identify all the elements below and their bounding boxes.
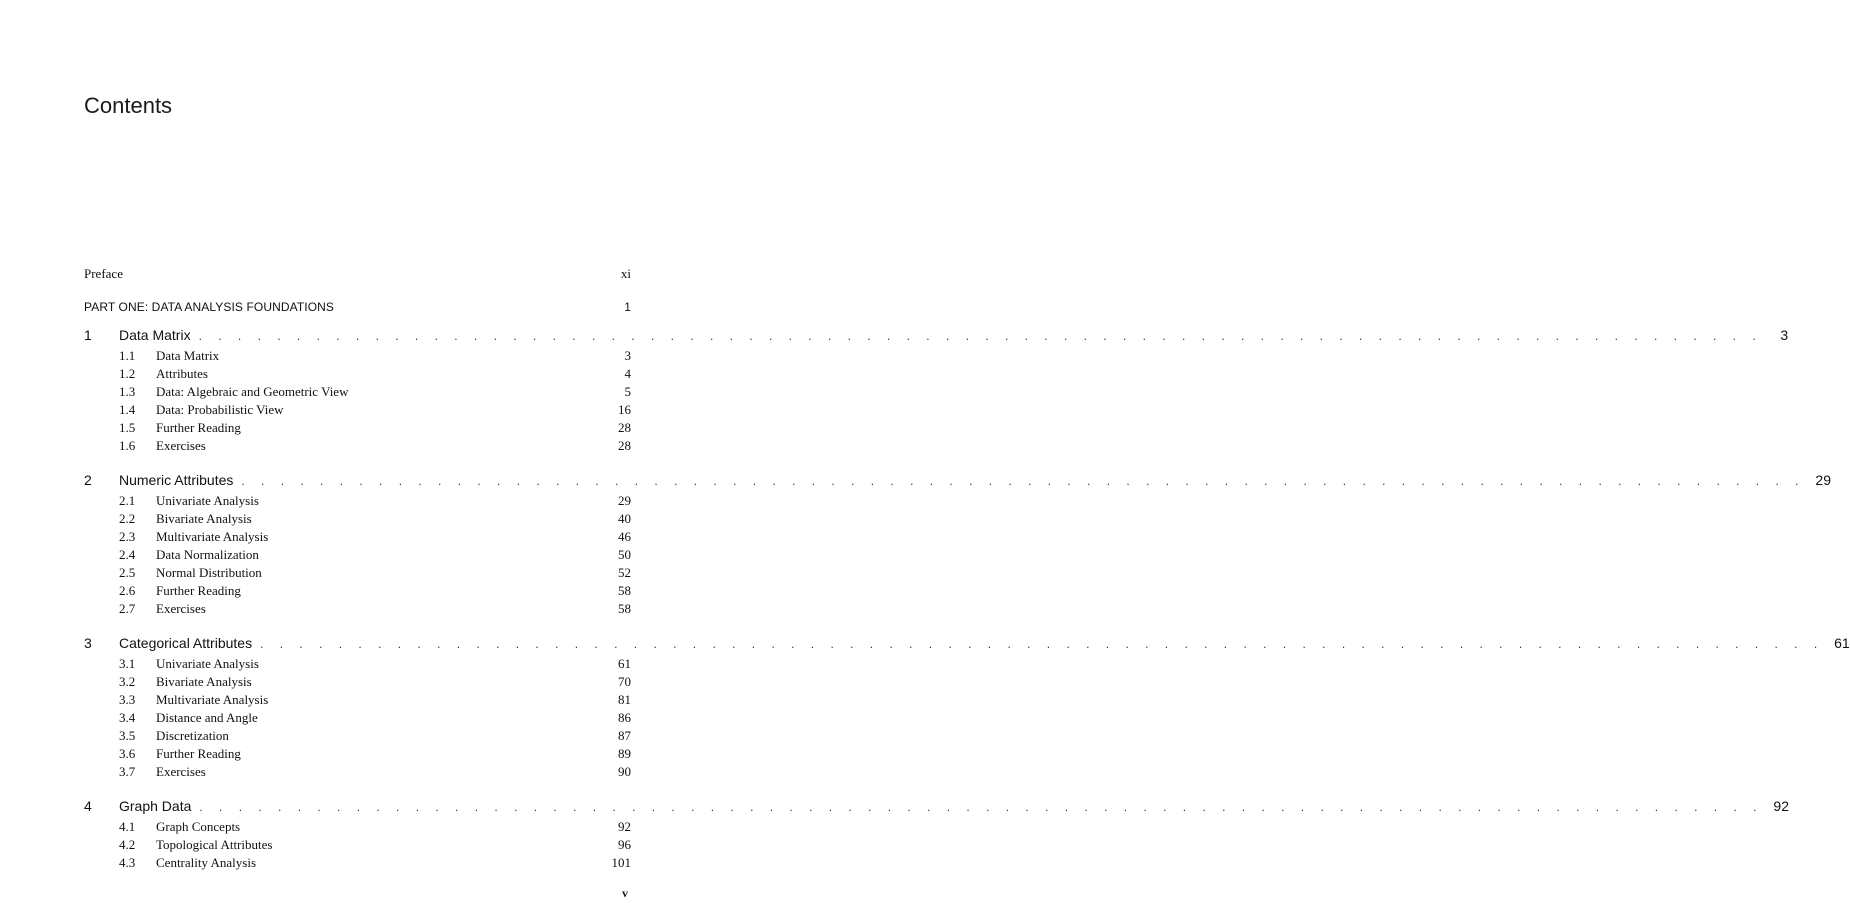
toc-chapter-entry[interactable] bbox=[84, 798, 1789, 817]
section-number: 3.5 bbox=[119, 728, 136, 743]
chapter-number: 3 bbox=[84, 635, 92, 651]
section-page: 81 bbox=[618, 692, 631, 707]
section-number: 3.2 bbox=[119, 674, 136, 689]
chapter-number: 2 bbox=[84, 472, 92, 488]
section-page: 96 bbox=[618, 837, 631, 852]
section-title: Further Reading bbox=[156, 420, 241, 435]
toc-section-entry[interactable] bbox=[84, 511, 631, 529]
toc-section-entry[interactable] bbox=[84, 855, 631, 873]
chapter-page: 3 bbox=[1780, 327, 1789, 343]
chapter-number: 4 bbox=[84, 798, 92, 814]
section-page: 61 bbox=[618, 656, 631, 671]
part-label: PART ONE: DATA ANALYSIS FOUNDATIONS bbox=[84, 300, 334, 314]
section-page: 58 bbox=[618, 583, 631, 598]
section-page: 40 bbox=[618, 511, 631, 526]
section-title: Normal Distribution bbox=[156, 565, 262, 580]
section-title: Centrality Analysis bbox=[156, 855, 257, 870]
section-title: Bivariate Analysis bbox=[156, 674, 252, 689]
section-title: Exercises bbox=[156, 601, 206, 616]
toc-preface-entry[interactable] bbox=[84, 266, 631, 286]
toc-section-entry[interactable] bbox=[84, 837, 631, 855]
toc-chapter-entry[interactable] bbox=[84, 327, 1789, 346]
toc-section-entry[interactable] bbox=[84, 728, 631, 746]
section-number: 1.5 bbox=[119, 420, 136, 435]
preface-label: Preface bbox=[84, 266, 123, 281]
section-title: Distance and Angle bbox=[156, 710, 258, 725]
toc-section-entry[interactable] bbox=[84, 692, 631, 710]
chapter-page: 29 bbox=[1815, 472, 1831, 488]
section-title: Bivariate Analysis bbox=[156, 511, 252, 526]
section-page: 28 bbox=[618, 438, 631, 453]
toc-section-entry[interactable] bbox=[84, 420, 631, 438]
dot-leader: . . . . . . . . . . . . . . . . . . . . . . . . . . . . . . . . . . . . . . . . . . . . . . . . . . . . . . . . . . . . . . . . . . . . . . . . . . . . . . . . bbox=[260, 637, 1824, 651]
chapter-block bbox=[84, 472, 1831, 619]
toc-section-entry[interactable] bbox=[84, 402, 631, 420]
section-title: Further Reading bbox=[156, 746, 241, 761]
chapter-block bbox=[84, 635, 1850, 782]
chapter-block bbox=[84, 798, 1789, 873]
section-title: Attributes bbox=[156, 366, 208, 381]
toc-section-entry[interactable] bbox=[84, 656, 631, 674]
section-page: 58 bbox=[618, 601, 631, 616]
chapter-page: 61 bbox=[1834, 635, 1850, 651]
section-page: 50 bbox=[618, 547, 631, 562]
toc-section-entry[interactable] bbox=[84, 583, 631, 601]
chapter-list bbox=[84, 327, 1850, 873]
section-number: 1.4 bbox=[119, 402, 136, 417]
preface-page: xi bbox=[620, 266, 631, 281]
section-title: Data: Probabilistic View bbox=[156, 402, 284, 417]
toc-section-entry[interactable] bbox=[84, 819, 631, 837]
section-page: 4 bbox=[624, 366, 631, 381]
toc-section-entry[interactable] bbox=[84, 674, 631, 692]
section-number: 2.7 bbox=[119, 601, 136, 616]
section-number: 1.2 bbox=[119, 366, 136, 381]
section-number: 3.7 bbox=[119, 764, 136, 779]
section-title: Topological Attributes bbox=[156, 837, 273, 852]
folio-page-number: v bbox=[622, 886, 628, 900]
section-page: 86 bbox=[618, 710, 631, 725]
section-page: 16 bbox=[618, 402, 631, 417]
toc-section-entry[interactable] bbox=[84, 438, 631, 456]
section-title: Multivariate Analysis bbox=[156, 529, 269, 544]
section-number: 1.1 bbox=[119, 348, 136, 363]
section-number: 3.3 bbox=[119, 692, 136, 707]
toc-section-entry[interactable] bbox=[84, 384, 631, 402]
section-page: 87 bbox=[618, 728, 631, 743]
toc-section-entry[interactable] bbox=[84, 547, 631, 565]
toc-chapter-entry[interactable] bbox=[84, 635, 1850, 654]
section-number: 2.1 bbox=[119, 493, 136, 508]
section-page: 52 bbox=[618, 565, 631, 580]
section-title: Univariate Analysis bbox=[156, 656, 259, 671]
section-number: 1.6 bbox=[119, 438, 136, 453]
section-page: 101 bbox=[611, 855, 631, 870]
toc-part-entry[interactable] bbox=[84, 300, 631, 320]
toc-section-entry[interactable] bbox=[84, 565, 631, 583]
section-page: 92 bbox=[618, 819, 631, 834]
section-page: 46 bbox=[618, 529, 631, 544]
section-title: Exercises bbox=[156, 764, 206, 779]
chapter-page: 92 bbox=[1773, 798, 1789, 814]
section-page: 5 bbox=[624, 384, 631, 399]
table-of-contents bbox=[84, 266, 1850, 889]
section-title: Univariate Analysis bbox=[156, 493, 259, 508]
toc-chapter-entry[interactable] bbox=[84, 472, 1831, 491]
toc-section-entry[interactable] bbox=[84, 746, 631, 764]
chapter-title: Graph Data bbox=[119, 798, 192, 814]
toc-section-entry[interactable] bbox=[84, 764, 631, 782]
section-page: 28 bbox=[618, 420, 631, 435]
dot-leader: . . . . . . . . . . . . . . . . . . . . . . . . . . . . . . . . . . . . . . . . . . . . . . . . . . . . . . . . . . . . . . . . . . . . . . . . . . . . . . . . bbox=[241, 474, 1805, 488]
section-title: Further Reading bbox=[156, 583, 241, 598]
toc-section-entry[interactable] bbox=[84, 710, 631, 728]
section-title: Graph Concepts bbox=[156, 819, 241, 834]
chapter-block bbox=[84, 327, 1789, 456]
toc-section-entry[interactable] bbox=[84, 529, 631, 547]
section-number: 3.6 bbox=[119, 746, 136, 761]
section-page: 29 bbox=[618, 493, 631, 508]
chapter-number: 1 bbox=[84, 327, 92, 343]
toc-section-entry[interactable] bbox=[84, 348, 631, 366]
part-page: 1 bbox=[624, 300, 631, 314]
section-number: 2.6 bbox=[119, 583, 136, 598]
toc-section-entry[interactable] bbox=[84, 493, 631, 511]
section-number: 2.4 bbox=[119, 547, 136, 562]
section-title: Discretization bbox=[156, 728, 229, 743]
page-title: Contents bbox=[84, 93, 173, 118]
section-number: 3.4 bbox=[119, 710, 136, 725]
section-page: 89 bbox=[618, 746, 631, 761]
section-title: Data Matrix bbox=[156, 348, 220, 363]
section-number: 4.2 bbox=[119, 837, 136, 852]
section-number: 3.1 bbox=[119, 656, 136, 671]
section-number: 2.5 bbox=[119, 565, 136, 580]
section-number: 4.1 bbox=[119, 819, 136, 834]
toc-section-entry[interactable] bbox=[84, 601, 631, 619]
section-number: 1.3 bbox=[119, 384, 136, 399]
section-title: Multivariate Analysis bbox=[156, 692, 269, 707]
chapter-title: Categorical Attributes bbox=[119, 635, 253, 651]
chapter-title: Data Matrix bbox=[119, 327, 191, 343]
section-title: Data Normalization bbox=[156, 547, 259, 562]
section-page: 90 bbox=[618, 764, 631, 779]
chapter-title: Numeric Attributes bbox=[119, 472, 234, 488]
dot-leader: . . . . . . . . . . . . . . . . . . . . . . . . . . . . . . . . . . . . . . . . . . . . . . . . . . . . . . . . . . . . . . . . . . . . . . . . . . . . . . . . bbox=[198, 329, 1763, 343]
section-number: 4.3 bbox=[119, 855, 136, 870]
section-title: Exercises bbox=[156, 438, 206, 453]
section-title: Data: Algebraic and Geometric View bbox=[156, 384, 349, 399]
section-page: 70 bbox=[618, 674, 631, 689]
dot-leader: . . . . . . . . . . . . . . . . . . . . . . . . . . . . . . . . . . . . . . . . . . . . . . . . . . . . . . . . . . . . . . . . . . . . . . . . . . . . . . . . bbox=[199, 800, 1763, 814]
section-page: 3 bbox=[624, 348, 631, 363]
section-number: 2.3 bbox=[119, 529, 136, 544]
section-number: 2.2 bbox=[119, 511, 136, 526]
toc-section-entry[interactable] bbox=[84, 366, 631, 384]
